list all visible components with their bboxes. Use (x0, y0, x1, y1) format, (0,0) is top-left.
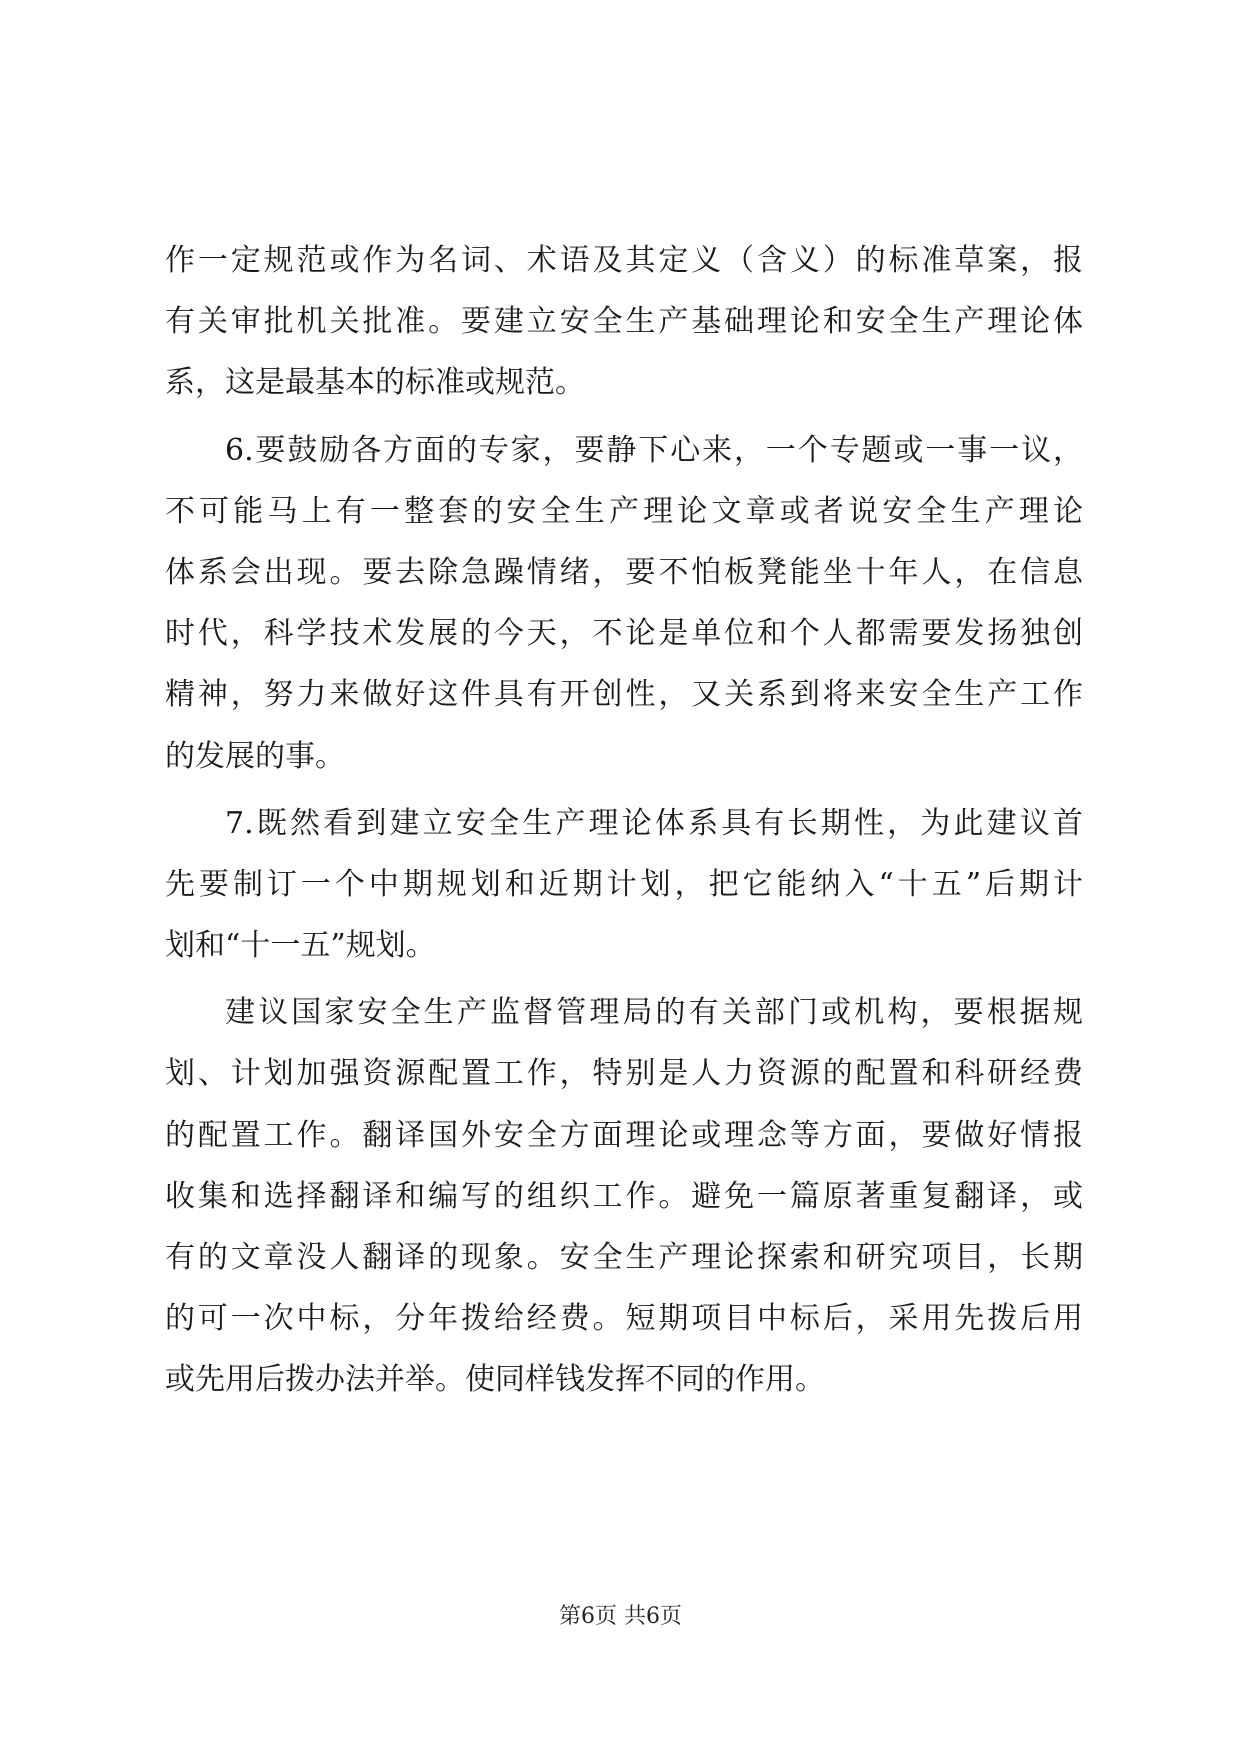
paragraph-line: 或先用后拨办法并举。使同样钱发挥不同的作用。 (165, 1362, 825, 1398)
paragraph-line: 的发展的事。 (165, 738, 345, 774)
paragraph-line: 的可一次中标，分年拨给经费。短期项目中标后，采用先拨后用 (165, 1301, 1083, 1337)
document-body (165, 230, 1083, 1411)
paragraph-line: 划和“十一五”规划。 (165, 928, 436, 964)
paragraph-line: 的配置工作。翻译国外安全方面理论或理念等方面，要做好情报 (165, 1117, 1083, 1153)
paragraph-line: 收集和选择翻译和编写的组织工作。避免一篇原著重复翻译，或 (165, 1178, 1083, 1214)
paragraph-line: 精神，努力来做好这件具有开创性，又关系到将来安全生产工作 (165, 677, 1083, 713)
paragraph-line: 不可能马上有一整套的安全生产理论文章或者说安全生产理论 (165, 493, 1083, 529)
page-footer: 第6页 共6页 (559, 1604, 682, 1629)
paragraph-line: 7.既然看到建立安全生产理论体系具有长期性，为此建议首 (225, 805, 1083, 841)
paragraph-line: 作一定规范或作为名词、术语及其定义（含义）的标准草案，报 (165, 243, 1083, 278)
paragraph-line: 有的文章没人翻译的现象。安全生产理论探索和研究项目，长期 (165, 1240, 1083, 1275)
paragraph-line: 时代，科学技术发展的今天，不论是单位和个人都需要发扬独创 (165, 616, 1083, 652)
paragraph-line: 划、计划加强资源配置工作，特别是人力资源的配置和科研经费 (165, 1056, 1083, 1092)
paragraph-line: 先要制订一个中期规划和近期计划，把它能纳入“十五”后期计 (165, 866, 1083, 902)
paragraph-line: 有关审批机关批准。要建立安全生产基础理论和安全生产理论体 (165, 304, 1083, 340)
paragraph-line: 6.要鼓励各方面的专家，要静下心来，一个专题或一事一议， (225, 432, 1083, 468)
paragraph-line: 系，这是最基本的标准或规范。 (165, 365, 585, 401)
paragraph-line: 体系会出现。要去除急躁情绪，要不怕板凳能坐十年人，在信息 (165, 554, 1083, 590)
paragraph-line: 建议国家安全生产监督管理局的有关部门或机构，要根据规 (225, 995, 1083, 1031)
